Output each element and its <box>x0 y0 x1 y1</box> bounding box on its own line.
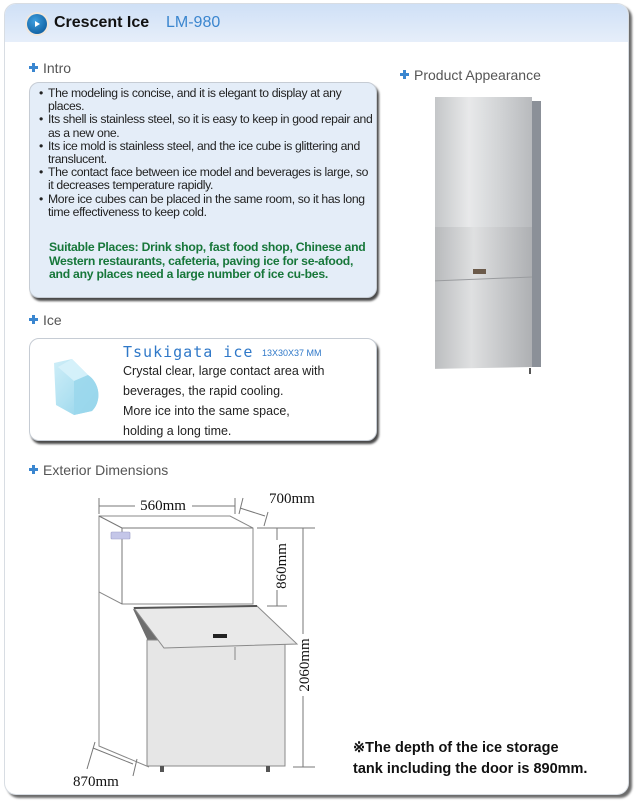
intro-list <box>39 87 373 219</box>
plus-icon <box>29 63 38 72</box>
section-ice-heading <box>29 312 62 328</box>
ice-description <box>123 361 324 441</box>
product-title: Crescent Ice <box>54 14 150 31</box>
suitable-places: Suitable Places: Drink shop, fast food shop, Chinese and Western restaurants, cafeteria, paving ice for se-afood, and any places need a large number of ice cu-bes. <box>49 240 366 281</box>
section-appearance-label: Product Appearance <box>414 67 541 83</box>
total-height-label: 2060mm <box>297 638 313 692</box>
dimension-note <box>353 738 623 780</box>
width-label: 560mm <box>140 498 186 514</box>
model-number: LM-980 <box>166 14 221 31</box>
intro-bullet: • Its shell is stainless steel, so it is easy to keep in good repair and as a new one. <box>39 113 373 139</box>
section-dimensions-label: Exterior Dimensions <box>43 462 169 478</box>
intro-bullet: • The contact face between ice model and beverages is large, so it decreases temperature rapidly. <box>39 166 373 192</box>
ice-size: 13X30X37 MM <box>262 348 322 358</box>
dimension-drawing <box>67 484 347 794</box>
ice-description-line: beverages, the rapid cooling. <box>123 384 284 398</box>
intro-bullet: • More ice cubes can be placed in the same room, so it has long time effectiveness to keep cold. <box>39 193 373 219</box>
plus-icon <box>400 70 409 79</box>
ice-cube-icon <box>52 357 102 417</box>
intro-bullet: • The modeling is concise, and it is elegant to display at any places. <box>39 87 373 113</box>
ice-box <box>29 338 377 441</box>
intro-box <box>29 82 377 298</box>
plus-icon <box>29 315 38 324</box>
section-appearance-heading <box>400 67 541 83</box>
plus-icon <box>29 465 38 474</box>
top-height-label: 860mm <box>274 543 290 589</box>
section-intro-label: Intro <box>43 60 72 76</box>
ice-description-line: holding a long time. <box>123 424 232 438</box>
depth-label: 700mm <box>269 491 315 507</box>
section-dimensions-heading <box>29 462 168 478</box>
section-intro-heading <box>29 60 71 76</box>
header-bar <box>5 4 628 42</box>
product-photo <box>435 97 545 375</box>
ice-description-line: More ice into the same space, <box>123 404 290 418</box>
ice-description-line: Crystal clear, large contact area with <box>123 364 325 378</box>
dimension-note-line: ※The depth of the ice storage <box>353 740 559 756</box>
dimension-note-line: tank including the door is 890mm. <box>353 761 588 777</box>
ice-type-name: Tsukigata ice <box>123 343 254 361</box>
intro-bullet: • Its ice mold is stainless steel, and the ice cube is glittering and translucent. <box>39 140 373 166</box>
section-ice-label: Ice <box>43 312 62 328</box>
product-panel <box>4 3 629 795</box>
play-circle-icon <box>27 14 47 34</box>
bottom-width-label: 870mm <box>73 774 119 790</box>
